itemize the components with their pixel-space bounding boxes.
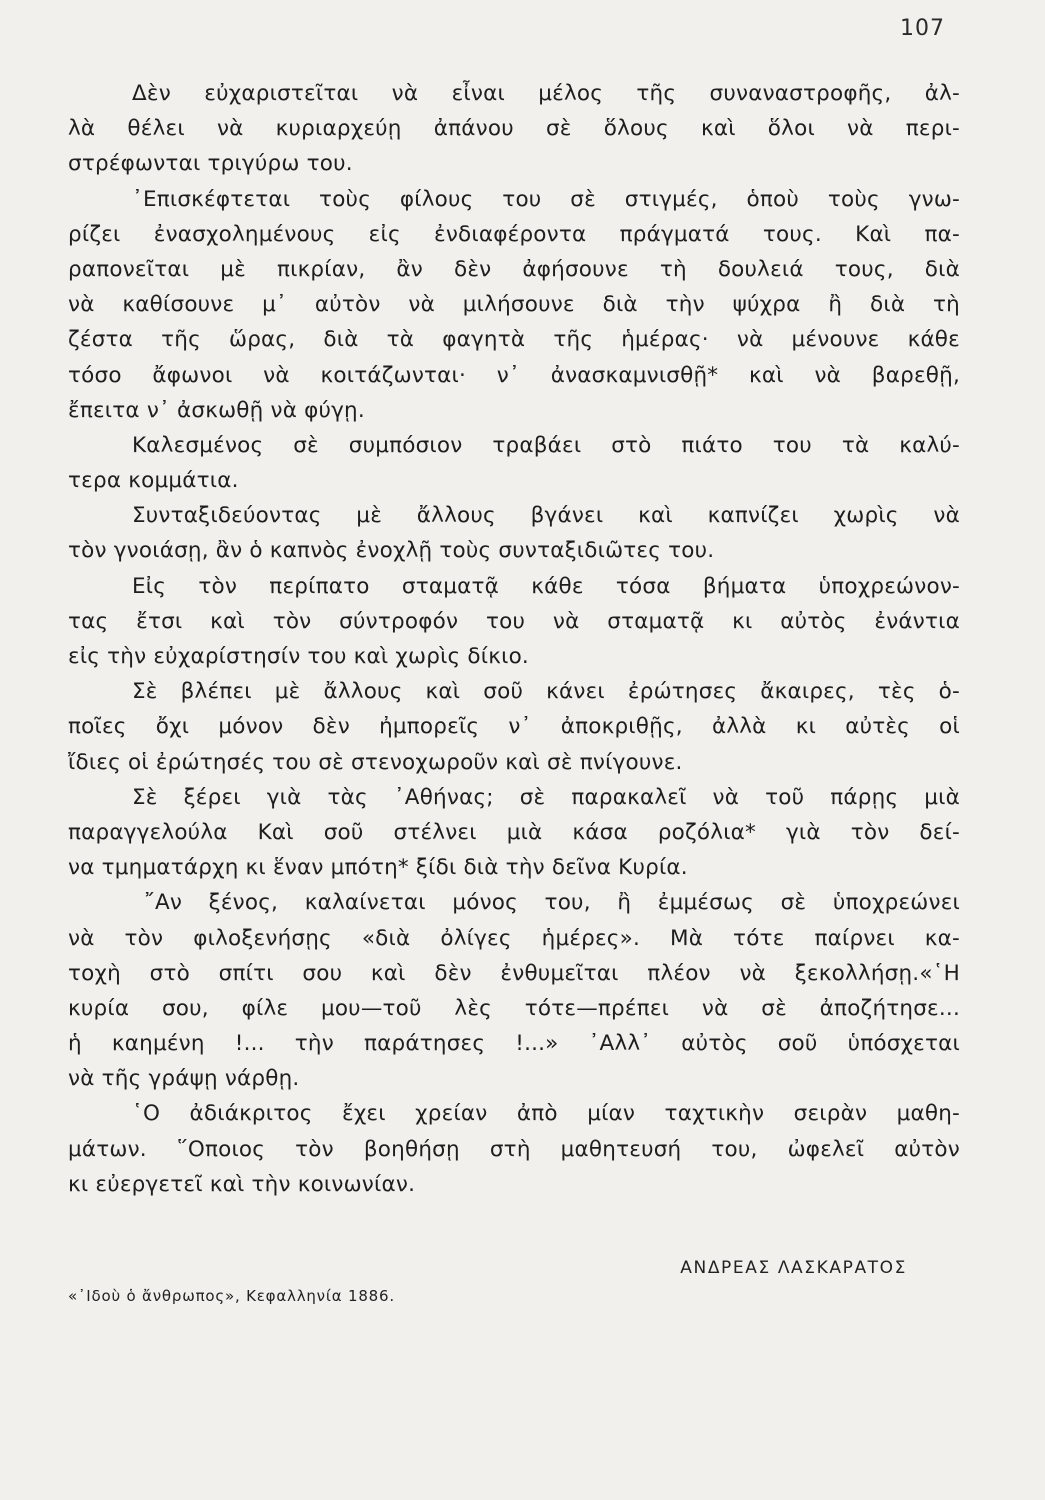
author-signature: ΑΝΔΡΕΑΣ ΛΑΣΚΑΡΑΤΟΣ — [680, 1258, 907, 1278]
text-line: Καλεσμένος σὲ συμπόσιον τραβάει στὸ πιάτο του τὰ καλύ- — [132, 432, 960, 458]
text-line: ῎Αν ξένος, καλαίνεται μόνος του, ἢ ἐμμέσως σὲ ὑποχρεώνει — [144, 890, 960, 916]
text-line: ποῖες ὄχι μόνον δὲν ἠμπορεῖς ν᾿ ἀποκριθῇς, ἀλλὰ κι αὐτὲς οἱ — [68, 714, 960, 740]
text-line: ῾Ο ἀδιάκριτος ἔχει χρείαν ἀπὸ μίαν ταχτικὴν σειρὰν μαθη- — [132, 1101, 960, 1127]
text-line: ζέστα τῆς ὥρας, διὰ τὰ φαγητὰ τῆς ἡμέρας· νὰ μένουνε κάθε — [68, 327, 960, 353]
text-line: κυρία σου, φίλε μου—τοῦ λὲς τότε—πρέπει νὰ σὲ ἀποζήτησε... — [68, 995, 960, 1021]
text-line: Σὲ βλέπει μὲ ἄλλους καὶ σοῦ κάνει ἐρώτησες ἄκαιρες, τὲς ὁ- — [132, 679, 960, 705]
source-citation: «᾿Ιδοὺ ὁ ἄνθρωπος», Κεφαλληνία 1886. — [68, 1287, 395, 1305]
text-line: κι εὐεργετεῖ καὶ τὴν κοινωνίαν. — [68, 1171, 416, 1197]
text-line: ἡ καημένη !... τὴν παράτησες !...» ᾿Αλλ᾿ αὐτὸς σοῦ ὑπόσχεται — [68, 1031, 960, 1057]
text-line: παραγγελούλα Καὶ σοῦ στέλνει μιὰ κάσα ροζόλια* γιὰ τὸν δεί- — [68, 819, 960, 845]
text-line: Συνταξιδεύοντας μὲ ἄλλους βγάνει καὶ καπνίζει χωρὶς νὰ — [132, 503, 960, 529]
text-line: Εἰς τὸν περίπατο σταματᾷ κάθε τόσα βήματα ὑποχρεώνον- — [132, 573, 960, 599]
text-line: τας ἔτσι καὶ τὸν σύντροφόν του νὰ σταματᾷ κι αὐτὸς ἐνάντια — [68, 608, 960, 634]
text-line: νὰ τὸν φιλοξενήσῃς «διὰ ὀλίγες ἡμέρες». Μὰ τότε παίρνει κα- — [68, 925, 960, 951]
text-line: εἰς τὴν εὐχαρίστησίν του καὶ χωρὶς δίκιο. — [68, 644, 529, 669]
text-line: τὸν γνοιάσῃ, ἂν ὁ καπνὸς ἐνοχλῇ τοὺς συνταξιδιῶτες του. — [68, 538, 715, 564]
text-line: νὰ τῆς γράψῃ νάρθῃ. — [68, 1066, 300, 1092]
text-line: Δὲν εὐχαριστεῖται νὰ εἶναι μέλος τῆς συναναστροφῆς, ἀλ- — [132, 81, 960, 106]
page-number: 107 — [900, 16, 945, 41]
text-line: τόσο ἄφωνοι νὰ κοιτάζωνται· ν᾿ ἀνασκαμνισθῇ* καὶ νὰ βαρεθῇ, — [68, 362, 960, 388]
text-line: Σὲ ξέρει γιὰ τὰς ᾿Αθήνας; σὲ παρακαλεῖ νὰ τοῦ πάρῃς μιὰ — [132, 784, 960, 810]
text-line: ἴδιες οἱ ἐρώτησές του σὲ στενοχωροῦν καὶ σὲ πνίγουνε. — [68, 749, 683, 775]
text-line: τοχὴ στὸ σπίτι σου καὶ δὲν ἐνθυμεῖται πλέον νὰ ξεκολλήσῃ.«῾Η — [68, 960, 960, 986]
body-text — [68, 76, 960, 1202]
text-line: ἔπειτα ν᾿ ἀσκωθῇ νὰ φύγῃ. — [68, 397, 365, 423]
text-line: ραπονεῖται μὲ πικρίαν, ἂν δὲν ἀφήσουνε τὴ δουλειά τους, διὰ — [68, 256, 960, 282]
text-line: τερα κομμάτια. — [68, 468, 239, 494]
text-line: μάτων. ῞Οποιος τὸν βοηθήσῃ στὴ μαθητευσή του, ὠφελεῖ αὐτὸν — [68, 1136, 960, 1162]
text-line: να τμηματάρχη κι ἕναν μπότη* ξίδι διὰ τὴν δεῖνα Κυρία. — [68, 855, 688, 881]
text-line: στρέφωνται τριγύρω του. — [68, 151, 353, 177]
text-line: νὰ καθίσουνε μ᾿ αὐτὸν νὰ μιλήσουνε διὰ τὴν ψύχρα ἢ διὰ τὴ — [68, 292, 960, 318]
text-line: ᾿Επισκέφτεται τοὺς φίλους του σὲ στιγμές, ὁποὺ τοὺς γνω- — [132, 186, 960, 212]
text-line: λὰ θέλει νὰ κυριαρχεύῃ ἀπάνου σὲ ὅλους καὶ ὅλοι νὰ περι- — [68, 116, 960, 142]
text-line: ρίζει ἐνασχολημένους εἰς ἐνδιαφέροντα πράγματά τους. Καὶ πα- — [68, 221, 960, 247]
